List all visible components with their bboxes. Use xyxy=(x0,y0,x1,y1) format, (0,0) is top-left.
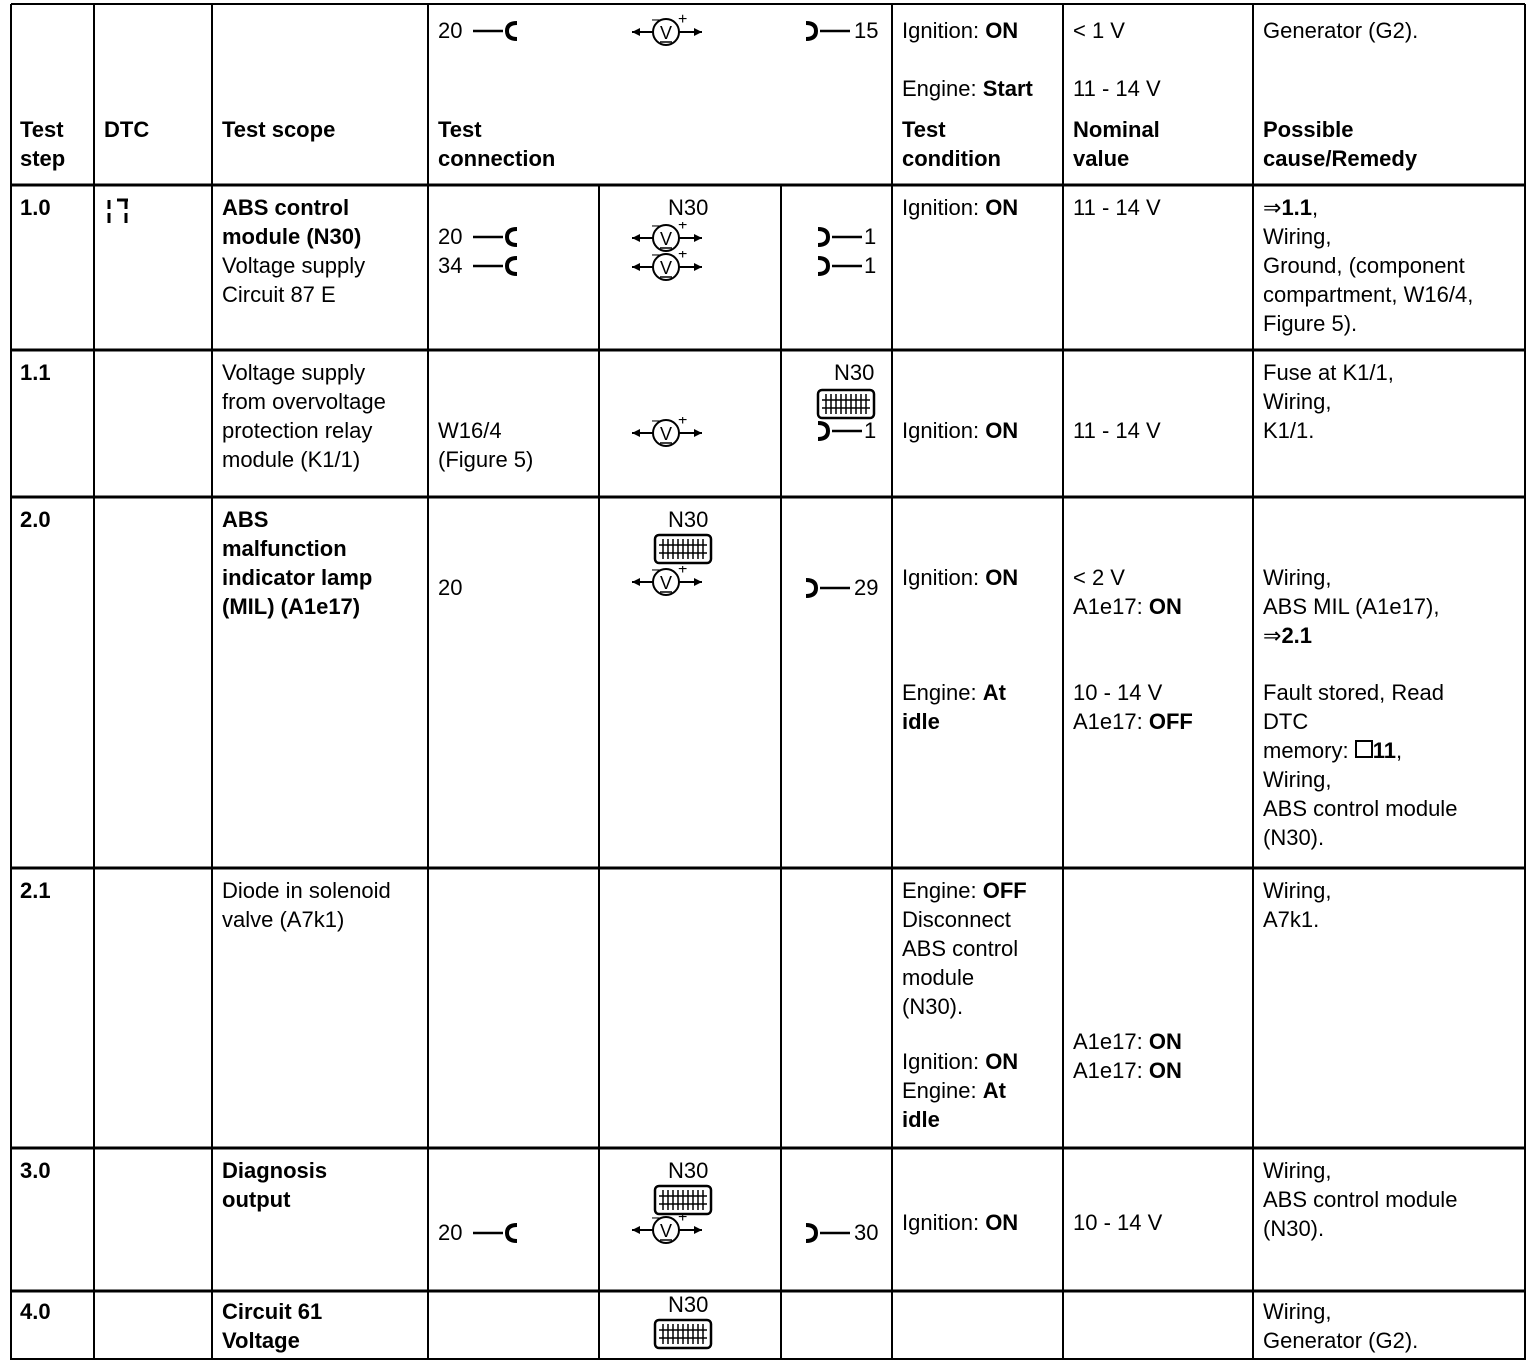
plug-left-icon xyxy=(473,256,523,278)
test-condition-2: Ignition: ON Engine: At idle xyxy=(902,1049,1019,1132)
possible-cause: ⇒1.1, Wiring, Ground, (component compartment, W16/4, Figure 5). xyxy=(1263,195,1474,336)
pin-a: 20 xyxy=(438,224,463,249)
prev-condition-1: Ignition: ON xyxy=(902,18,1019,43)
header-test-connection: Test connection xyxy=(438,117,556,171)
header-possible-cause: Possible cause/Remedy xyxy=(1263,117,1418,171)
step-number: 2.0 xyxy=(20,507,51,532)
test-scope: Voltage supply from overvoltage protection relay module (K1/1) xyxy=(222,360,386,472)
module-label: N30 xyxy=(668,1292,709,1317)
voltmeter-icon xyxy=(632,14,706,54)
possible-cause-1: Wiring, ABS MIL (A1e17), ⇒2.1 xyxy=(1263,565,1440,648)
module-label: N30 xyxy=(668,1158,709,1183)
test-condition: Ignition: ON xyxy=(902,418,1019,443)
nominal-value-1: < 2 V A1e17: ON xyxy=(1073,565,1182,619)
nominal-value-2: 10 - 14 V A1e17: OFF xyxy=(1073,680,1193,734)
voltmeter-icon xyxy=(632,566,706,596)
voltmeter-icon xyxy=(632,222,706,252)
test-connection: W16/4 (Figure 5) xyxy=(438,418,534,472)
possible-cause: Wiring, ABS control module (N30). xyxy=(1263,1158,1458,1241)
test-condition-2: Engine: At idle xyxy=(902,680,1006,734)
module-label: N30 xyxy=(668,507,709,532)
test-scope: Diode in solenoid valve (A7k1) xyxy=(222,878,391,932)
header-test-scope: Test scope xyxy=(222,117,336,142)
header-test-step: Test step xyxy=(20,117,66,171)
step-number: 2.1 xyxy=(20,878,51,903)
book-icon xyxy=(1355,740,1373,758)
connector-icon xyxy=(653,1318,715,1352)
test-condition-1: Ignition: ON xyxy=(902,565,1019,590)
prev-pin-right: 15 xyxy=(854,18,879,43)
header-nominal-value: Nominal value xyxy=(1073,117,1160,171)
test-condition-1: Engine: OFF Disconnect ABS control module (N30). xyxy=(902,878,1027,1019)
pin-right: 29 xyxy=(854,575,879,600)
pin-left: 20 xyxy=(438,575,463,600)
possible-cause: Wiring, A7k1. xyxy=(1263,878,1332,932)
test-condition: Ignition: ON xyxy=(902,195,1019,220)
step-number: 1.0 xyxy=(20,195,51,220)
step-number: 1.1 xyxy=(20,360,51,385)
plug-left-icon xyxy=(473,227,523,249)
plug-left-icon xyxy=(473,21,523,43)
header-test-condition: Test condition xyxy=(902,117,1001,171)
voltmeter-icon xyxy=(632,251,706,281)
test-scope: Circuit 61 Voltage xyxy=(222,1299,323,1353)
dtc-blink-code-icon xyxy=(104,197,132,227)
step-number: 4.0 xyxy=(20,1299,51,1324)
module-label: N30 xyxy=(834,360,875,385)
step-number: 3.0 xyxy=(20,1158,51,1183)
prev-nominal-1: < 1 V xyxy=(1073,18,1125,43)
module-label: N30 xyxy=(668,195,709,220)
header-dtc: DTC xyxy=(104,117,150,142)
connector-icon xyxy=(653,1184,715,1218)
prev-pin-left: 20 xyxy=(438,18,463,43)
nominal-value: 10 - 14 V xyxy=(1073,1210,1163,1235)
connector-icon xyxy=(653,533,715,567)
test-scope: ABS control module (N30) Voltage supply Circuit 87 E xyxy=(222,195,366,307)
nominal-value: 11 - 14 V xyxy=(1073,195,1161,220)
nominal-value: A1e17: ON A1e17: ON xyxy=(1073,1029,1182,1083)
plug-left-icon xyxy=(473,1223,523,1245)
prev-cause: Generator (G2). xyxy=(1263,18,1419,43)
voltmeter-icon xyxy=(632,1214,706,1244)
test-scope: ABS malfunction indicator lamp (MIL) (A1e17) xyxy=(222,507,373,619)
prev-nominal-2: 11 - 14 V xyxy=(1073,76,1161,101)
test-condition: Ignition: ON xyxy=(902,1210,1019,1235)
pin-right-a: 1 xyxy=(864,224,877,249)
pin-right: 30 xyxy=(854,1220,879,1245)
prev-condition-2: Engine: Start xyxy=(902,76,1033,101)
possible-cause: Wiring, Generator (G2). xyxy=(1263,1299,1419,1353)
pin-left: 20 xyxy=(438,1220,463,1245)
pin-right-b: 1 xyxy=(864,253,877,278)
pin-b: 34 xyxy=(438,253,463,278)
test-scope: Diagnosis output xyxy=(222,1158,328,1212)
possible-cause: Fuse at K1/1, Wiring, K1/1. xyxy=(1263,360,1394,443)
possible-cause-2: Fault stored, Read DTC memory: 11, Wiring, ABS control module (N30). xyxy=(1263,680,1458,850)
voltmeter-icon xyxy=(632,417,706,447)
pin-right: 1 xyxy=(864,418,877,443)
nominal-value: 11 - 14 V xyxy=(1073,418,1161,443)
